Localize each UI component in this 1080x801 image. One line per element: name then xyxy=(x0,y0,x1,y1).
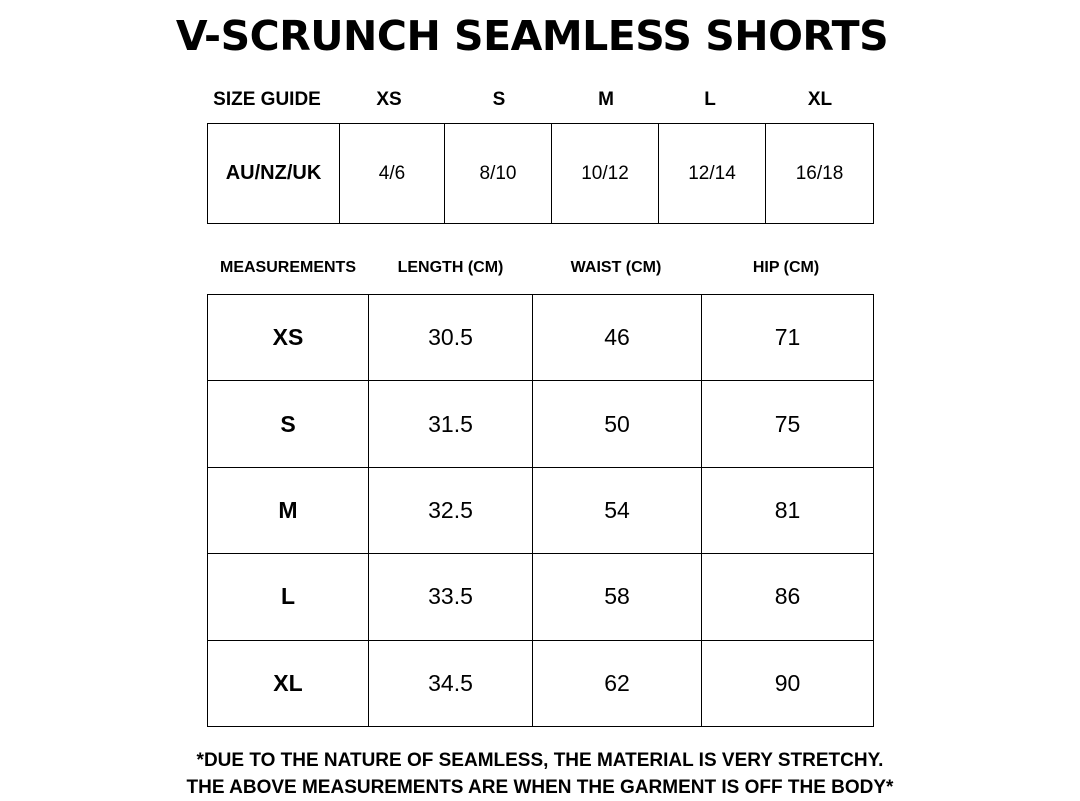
length-cell: 33.5 xyxy=(369,554,533,640)
size-value-l: 12/14 xyxy=(659,124,766,224)
size-guide-table xyxy=(207,123,874,224)
measurements-label: MEASUREMENTS xyxy=(219,259,356,276)
table-row xyxy=(208,381,874,467)
length-cell: 32.5 xyxy=(369,467,533,553)
table-row xyxy=(208,295,874,381)
size-header-m: M xyxy=(598,89,614,110)
size-value-m: 10/12 xyxy=(552,124,659,224)
waist-cell: 46 xyxy=(533,295,702,381)
waist-cell: 58 xyxy=(533,554,702,640)
length-column-header: LENGTH (CM) xyxy=(397,259,504,276)
size-guide-label: SIZE GUIDE xyxy=(213,89,321,110)
hip-cell: 81 xyxy=(702,467,874,553)
row-size-label: M xyxy=(208,467,369,553)
size-value-xl: 16/18 xyxy=(766,124,874,224)
table-row xyxy=(208,640,874,726)
waist-cell: 54 xyxy=(533,467,702,553)
waist-cell: 50 xyxy=(533,381,702,467)
size-header-xl: XL xyxy=(807,89,833,110)
length-cell: 34.5 xyxy=(369,640,533,726)
table-row xyxy=(208,467,874,553)
waist-column-header: WAIST (CM) xyxy=(570,259,662,276)
length-cell: 31.5 xyxy=(369,381,533,467)
length-cell: 30.5 xyxy=(369,295,533,381)
row-size-label: XL xyxy=(208,640,369,726)
row-size-label: L xyxy=(208,554,369,640)
hip-cell: 90 xyxy=(702,640,874,726)
measurements-table xyxy=(207,294,874,727)
hip-cell: 86 xyxy=(702,554,874,640)
size-header-xs: XS xyxy=(376,89,402,110)
size-header-l: L xyxy=(704,89,716,110)
waist-cell: 62 xyxy=(533,640,702,726)
row-size-label: XS xyxy=(208,295,369,381)
size-header-s: S xyxy=(492,89,506,110)
stretch-disclaimer xyxy=(0,747,1080,801)
size-guide-row xyxy=(208,124,874,224)
page-title: V-SCRUNCH SEAMLESS SHORTS xyxy=(175,12,889,60)
region-label: AU/NZ/UK xyxy=(208,124,340,224)
hip-cell: 71 xyxy=(702,295,874,381)
disclaimer-line-1: *DUE TO THE NATURE OF SEAMLESS, THE MATERIAL IS VERY STRETCHY. xyxy=(196,750,884,771)
hip-cell: 75 xyxy=(702,381,874,467)
size-value-xs: 4/6 xyxy=(340,124,445,224)
hip-column-header: HIP (CM) xyxy=(752,259,820,276)
disclaimer-line-2: THE ABOVE MEASUREMENTS ARE WHEN THE GARMENT IS OFF THE BODY* xyxy=(186,777,894,798)
size-value-s: 8/10 xyxy=(445,124,552,224)
row-size-label: S xyxy=(208,381,369,467)
table-row xyxy=(208,554,874,640)
